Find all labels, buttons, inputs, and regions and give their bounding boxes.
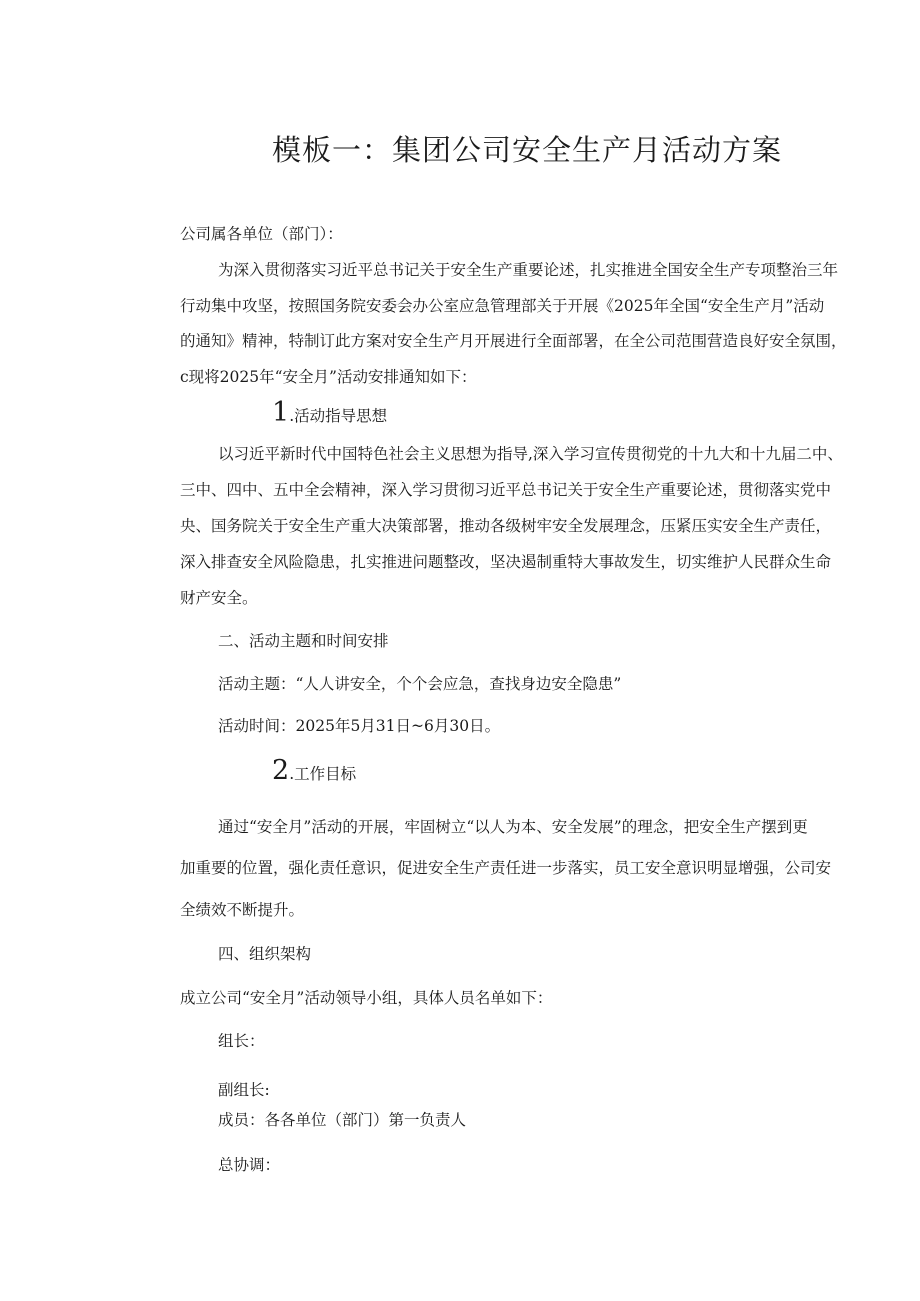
deputy-leader-label: 副组长: bbox=[218, 1081, 270, 1099]
section-3-line-1: 通过“安全月”活动的开展，牢固树立“以人为本、安全发展”的理念，把安全生产摆到更 bbox=[218, 818, 808, 836]
intro-line-2: 行动集中攻坚，按照国务院安委会办公室应急管理部关于开展《2025年全国“安全生产月”活动 bbox=[180, 297, 825, 315]
section-3-line-3: 全绩效不断提升。 bbox=[180, 901, 305, 919]
section-3-line-2: 加重要的位置，强化责任意识，促进安全生产责任进一步落实，员工安全意识明显增强，公司安 bbox=[180, 859, 832, 877]
section-3-number: 2 bbox=[272, 755, 290, 786]
org-intro: 成立公司“安全月”活动领导小组，具体人员名单如下： bbox=[180, 989, 553, 1007]
activity-theme: 活动主题：“人人讲安全，个个会应急，查找身边安全隐患” bbox=[218, 675, 622, 693]
section-3-heading bbox=[272, 756, 356, 786]
activity-time: 活动时间：2025年5月31日~6月30日。 bbox=[218, 717, 501, 735]
intro-line-1: 为深入贯彻落实习近平总书记关于安全生产重要论述，扎实推进全国安全生产专项整治三年 bbox=[218, 261, 839, 279]
leader-label: 组长： bbox=[218, 1032, 265, 1050]
section-1-heading bbox=[272, 398, 387, 428]
intro-line-4: c现将2025年“安全月”活动安排通知如下： bbox=[180, 368, 477, 386]
section-3-label: .工作目标 bbox=[289, 765, 357, 783]
coordinator-label: 总协调： bbox=[218, 1156, 281, 1174]
section-1-number: 1 bbox=[272, 397, 290, 428]
members-label: 成员：各各单位（部门）第一负责人 bbox=[218, 1111, 467, 1129]
page-title: 模板一：集团公司安全生产月活动方案 bbox=[272, 133, 783, 167]
salutation: 公司属各单位（部门）： bbox=[180, 225, 343, 243]
section-1-line-4: 深入排查安全风险隐患，扎实推进问题整改，坚决遏制重特大事故发生，切实维护人民群众生命 bbox=[180, 553, 832, 571]
section-1-line-1: 以习近平新时代中国特色社会主义思想为指导,深入学习宣传贯彻党的十九大和十九届二中、 bbox=[218, 445, 843, 463]
section-1-line-3: 央、国务院关于安全生产重大决策部署，推动各级树牢安全发展理念，压紧压实安全生产责任， bbox=[180, 517, 832, 535]
section-1-label: .活动指导思想 bbox=[289, 407, 388, 425]
section-2-heading: 二、活动主题和时间安排 bbox=[218, 632, 389, 650]
intro-line-3: 的通知》精神，特制订此方案对安全生产月开展进行全面部署，在全公司范围营造良好安全氛围， bbox=[180, 332, 847, 350]
section-1-line-5: 财产安全。 bbox=[180, 589, 258, 607]
section-1-line-2: 三中、四中、五中全会精神，深入学习贯彻习近平总书记关于安全生产重要论述，贯彻落实党中 bbox=[180, 481, 832, 499]
section-4-heading: 四、组织架构 bbox=[218, 945, 312, 963]
